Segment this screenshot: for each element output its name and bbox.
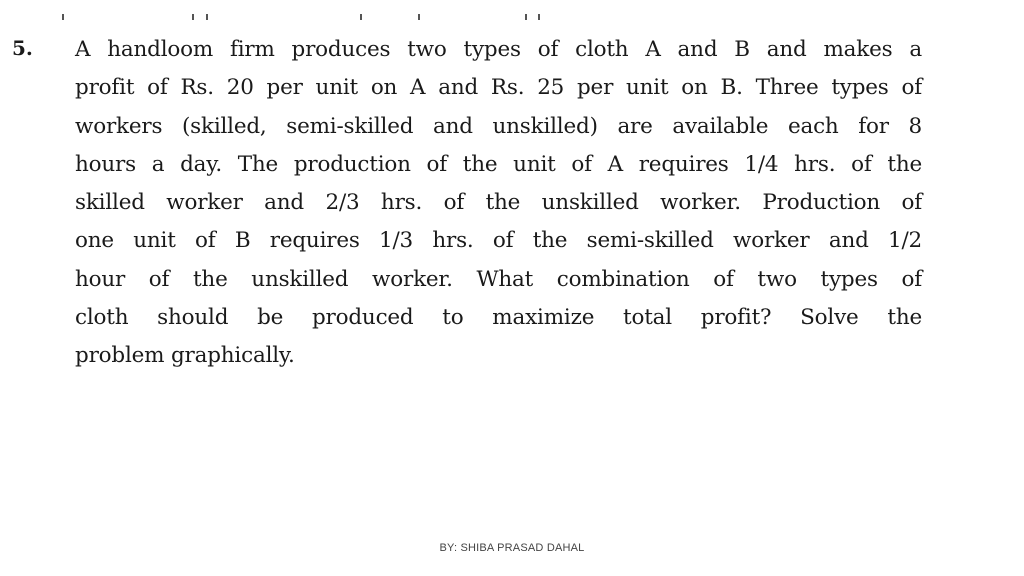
question-line: one unit of B requires 1/3 hrs. of the semi-skilled worker and 1/2 [75,228,922,254]
question-line: profit of Rs. 20 per unit on A and Rs. 25 per unit on B. Three types of [75,75,922,101]
question-line: A handloom firm produces two types of cloth A and B and makes a [75,37,922,62]
question-number: 5. [12,36,33,60]
question-line: problem graphically. [75,343,295,369]
question-line: hours a day. The production of the unit of A requires 1/4 hrs. of the [75,151,922,177]
question-text [75,31,922,376]
question-line: skilled worker and 2/3 hrs. of the unskilled worker. Production of [75,190,922,216]
question-line: hour of the unskilled worker. What combination of two types of [75,266,922,292]
footer-author: BY: SHIBA PRASAD DAHAL [439,542,585,554]
cropped-text-remnant [60,14,580,26]
question-line: cloth should be produced to maximize total profit? Solve the [75,305,922,331]
question-line: workers (skilled, semi-skilled and unskilled) are available each for 8 [75,113,922,139]
